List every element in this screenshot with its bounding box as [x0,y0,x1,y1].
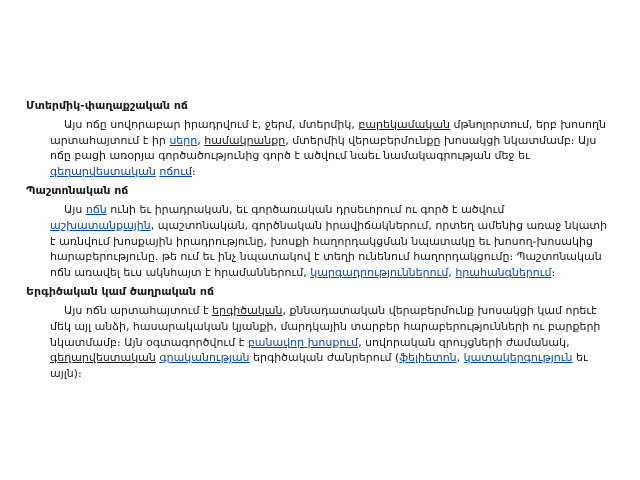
inline-link[interactable]: գեղարվեստական [50,351,156,365]
paragraph-text: , [448,265,456,279]
inline-link[interactable]: համակրանքը [204,133,286,147]
paragraph-text: , քննադատական վերաբերմունք խոսակցի կամ որեւէ մեկ այլ անձի, հասարակական կյանքի, մարդկային տարբեր հարաբերությունների ու բարքերի նկատմամբ։ Այն օգտագործվում է [50,304,601,349]
paragraph-text: Այս [64,203,86,217]
paragraph-text: ունի եւ իրադրական, եւ գործառական դրսեւորում ու գործ է ածվում [106,203,505,217]
inline-link[interactable]: երգիծական [212,304,283,318]
paragraph-text: , [456,351,464,365]
paragraph-text: , սովորական զրույցների ժամանակ, [358,335,570,349]
article-content [26,98,612,385]
inline-link[interactable]: գեղարվեստական [50,164,156,178]
inline-link[interactable]: ոճն [85,203,107,217]
paragraph-text: , պաշտոնական, գործնական իրավիճակներում, որտեղ ամենից առաջ նկատի է առնվում խոսքային իրադրությունը, խոսքի հաղորդակցման նպատակը եւ խոսող-խոսակից հարաբերությունը. թե ում եւ ինչ նպատակով է տեղի ունենում հաղորդակցումը։ Պաշտոնական ոճն առավել եւս ակնհայտ է հրամաններում, [50,218,608,279]
inline-link[interactable]: աշխատանքային [50,218,151,232]
section-satirical-style [26,284,612,381]
section-paragraph [26,117,612,179]
section-paragraph [26,303,612,381]
paragraph-text: երգիծական ժանրերում ( [249,351,400,365]
paragraph-text: , [197,133,205,147]
section-paragraph [26,202,612,280]
inline-link[interactable]: ֆելիետոն [399,351,457,365]
inline-link[interactable]: կարգադրություններում [310,265,449,279]
paragraph-text: ։ [551,265,556,279]
paragraph-text: Այս ոճը սովորաբար իրադրվում է, ջերմ, մտերմիկ, [64,118,359,131]
inline-link[interactable]: գրականության [159,351,250,365]
paragraph-text: ։ [192,164,196,178]
section-heading: Երգիծական կամ ծաղրական ոճ [26,285,215,299]
section-heading: Պաշտոնական ոճ [26,184,129,198]
inline-link[interactable]: բարեկամական [358,118,451,131]
section-heading: Մտերմիկ-փաղաքշական ոճ [26,99,188,112]
paragraph-text: , մտերմիկ վերաբերմունքը խոսակցի նկատմամբ։ Այս ոճը բացի առօրյա գործածությունից գործ է ածվում նաեւ նամակագրության մեջ եւ [50,133,597,163]
section-official-style [26,183,612,280]
section-intimate-style [26,98,612,179]
paragraph-text: մթնոլորտում, երբ խոսողն արտահայտում է իր [50,118,606,147]
inline-link[interactable]: բանավոր խոսքում [247,335,359,349]
inline-link[interactable]: կատակերգություն [463,351,573,365]
paragraph-text: եւ այլն)։ [50,351,588,380]
inline-link[interactable]: ոճում [159,164,192,178]
paragraph-text: Այս ոճն արտահայտում է [64,304,213,318]
inline-link[interactable]: հրահանգներում [455,265,552,279]
inline-link[interactable]: սերը [169,133,198,147]
